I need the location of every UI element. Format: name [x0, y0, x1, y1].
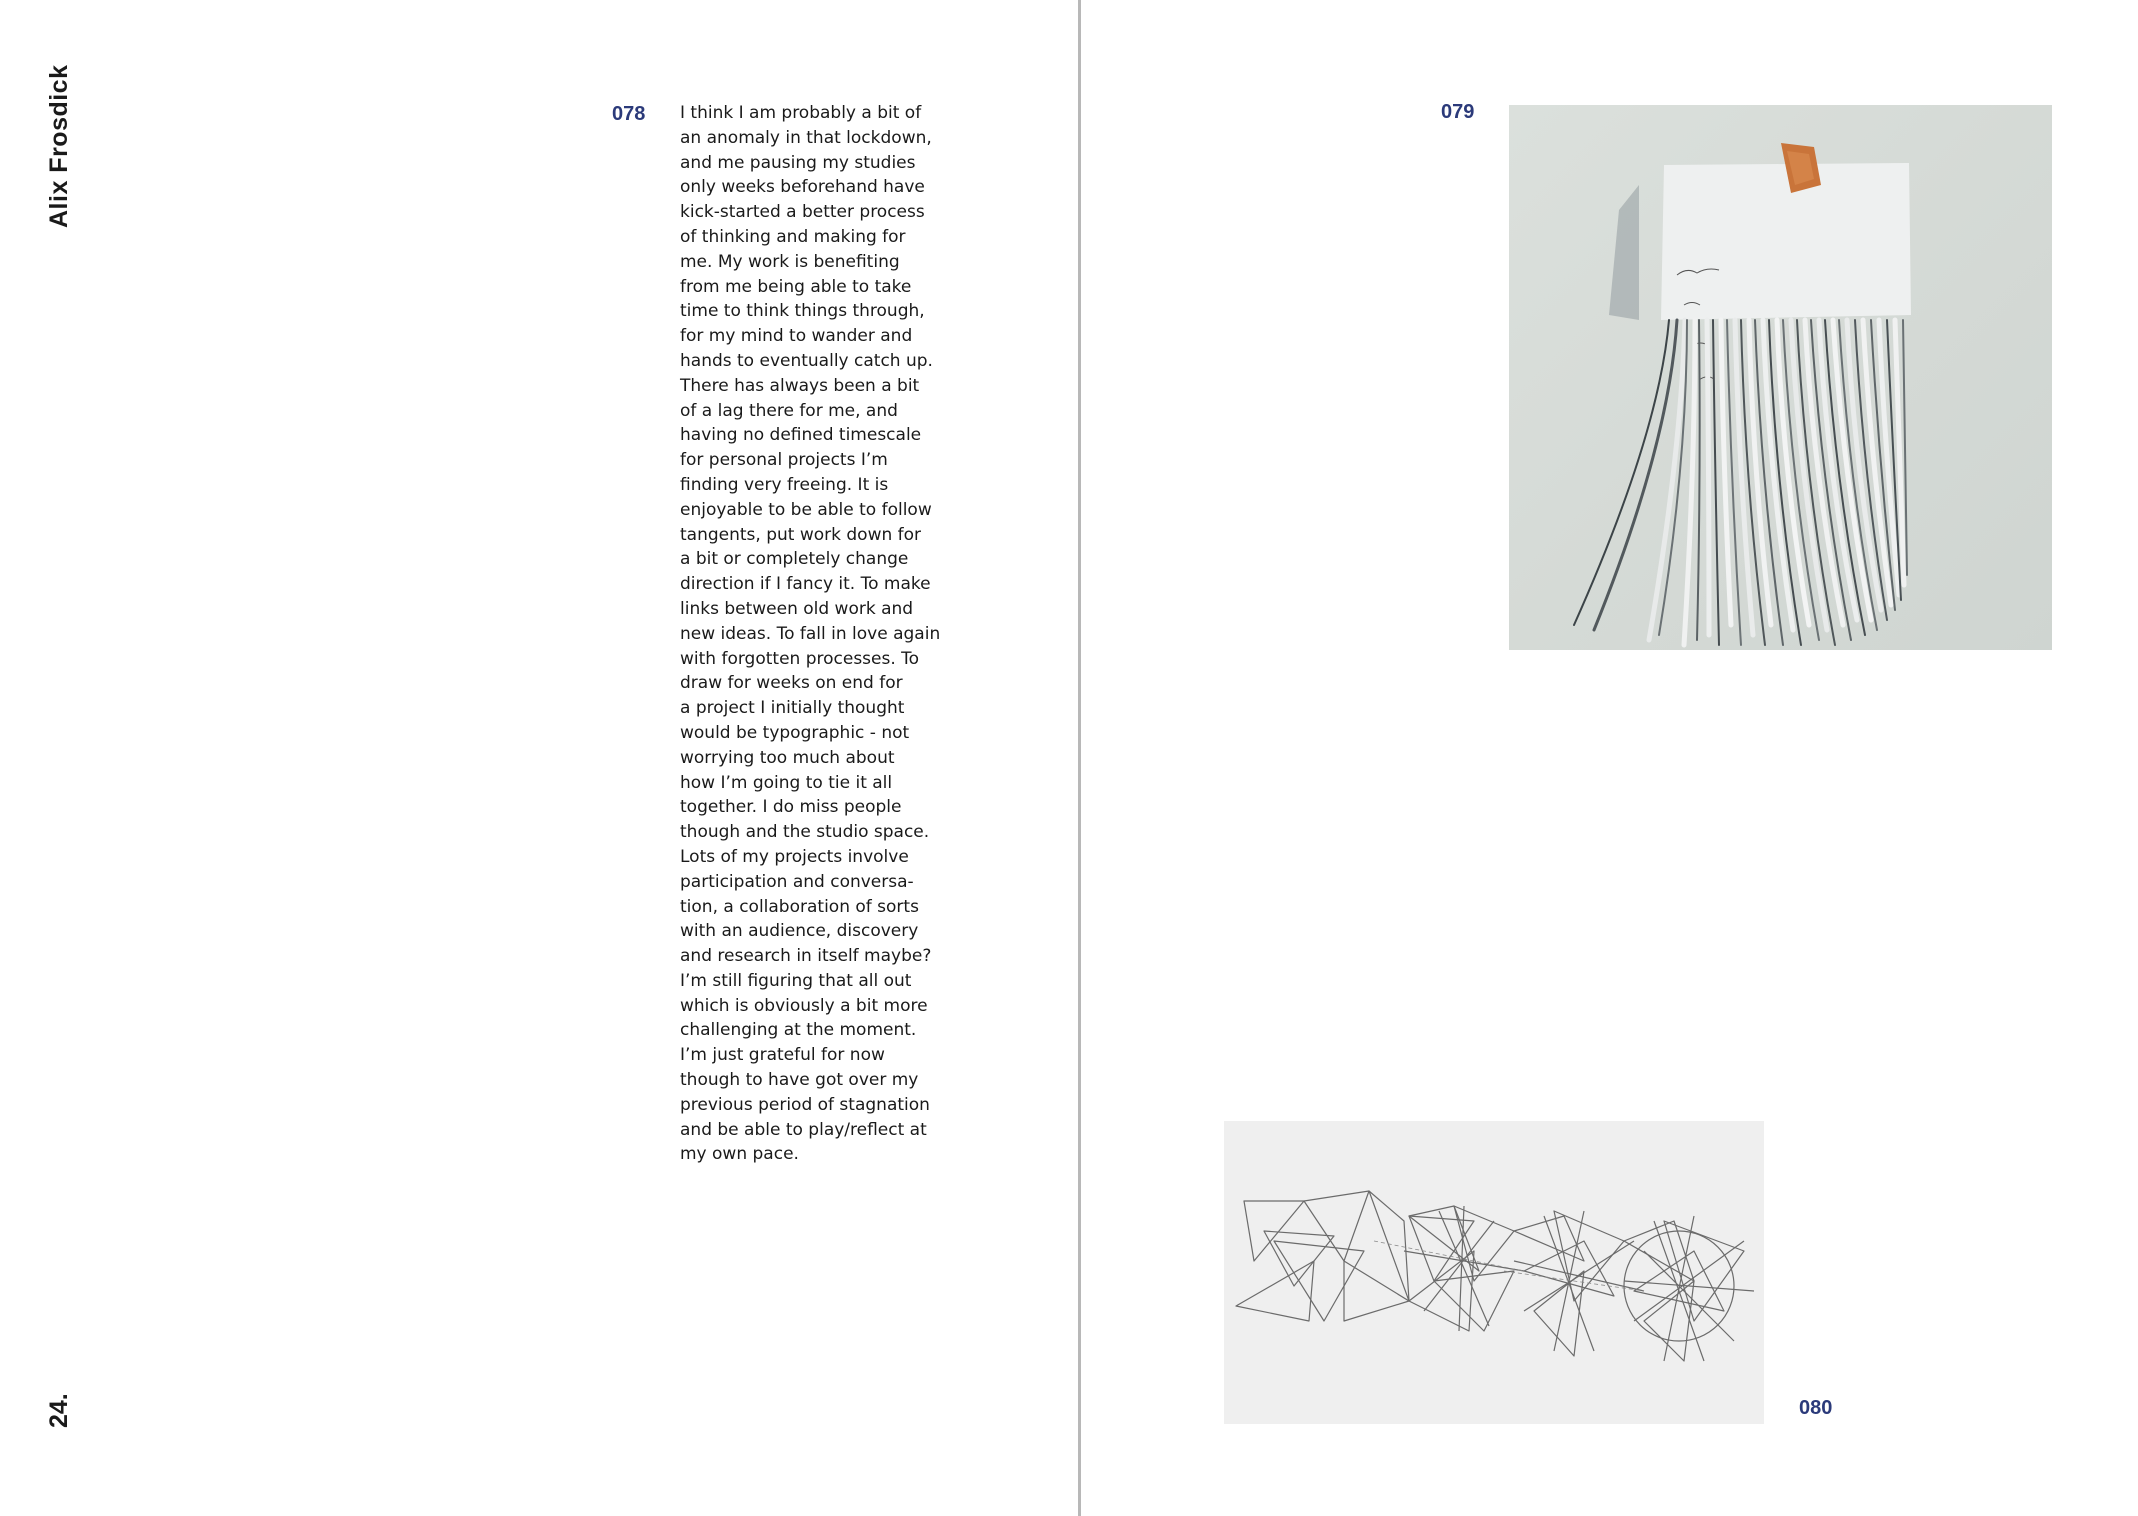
author-name: Alix Frosdick [45, 64, 73, 228]
body-line: Lots of my projects involve [680, 846, 909, 867]
body-line: would be typographic - not [680, 722, 910, 743]
body-line: tion, a collaboration of sorts [680, 896, 919, 917]
body-line: time to think things through, [680, 301, 925, 322]
body-line: direction if I fancy it. To make [680, 574, 931, 595]
body-line: previous period of stagnation [680, 1094, 930, 1115]
body-line: challenging at the moment. [680, 1020, 917, 1041]
page-number: 24. [45, 1393, 73, 1428]
body-line: a project I initially thought [680, 698, 905, 719]
body-line: though to have got over my [680, 1070, 919, 1091]
body-line: and be able to play/reflect at [680, 1119, 927, 1140]
body-line: my own pace. [680, 1144, 799, 1165]
body-line: tangents, put work down for [680, 524, 922, 545]
body-line: of thinking and making for [680, 226, 906, 247]
body-line: which is obviously a bit more [680, 995, 928, 1016]
body-line: There has always been a bit [680, 375, 920, 396]
body-line: only weeks beforehand have [680, 177, 925, 198]
body-line: links between old work and [680, 598, 914, 619]
body-line: enjoyable to be able to follow [680, 499, 932, 520]
body-text [680, 101, 944, 1167]
body-line: me. My work is benefiting [680, 251, 900, 272]
wire-polyhedra-photo [1224, 1121, 1764, 1424]
body-line: a bit or completely change [680, 549, 909, 570]
body-line: for personal projects I’m [680, 450, 888, 471]
body-line: I’m still figuring that all out [680, 970, 912, 991]
body-line: of a lag there for me, and [680, 400, 898, 421]
body-line: from me being able to take [680, 276, 912, 297]
spine-divider [1078, 0, 1081, 1516]
body-line: how I’m going to tie it all [680, 772, 893, 793]
body-line: participation and conversa- [680, 871, 914, 892]
body-line: finding very freeing. It is [680, 474, 889, 495]
body-line: kick-started a better process [680, 202, 925, 223]
body-line: new ideas. To fall in love again [680, 623, 941, 644]
body-line: for my mind to wander and [680, 326, 913, 347]
body-line: I think I am probably a bit of [680, 103, 922, 123]
body-line: worrying too much about [680, 747, 895, 768]
body-line: having no defined timescale [680, 425, 922, 446]
figure-number-079: 079 [1441, 101, 1475, 123]
figure-number-078: 078 [612, 103, 646, 125]
body-line: an anomaly in that lockdown, [680, 127, 932, 148]
fringe-paper-photo [1509, 105, 2052, 650]
figure-number-080: 080 [1799, 1397, 1833, 1419]
body-line: together. I do miss people [680, 797, 902, 818]
body-line: draw for weeks on end for [680, 673, 903, 694]
body-line: I’m just grateful for now [680, 1045, 885, 1066]
body-line: hands to eventually catch up. [680, 350, 933, 371]
body-line: and me pausing my studies [680, 152, 916, 173]
body-line: and research in itself maybe? [680, 946, 932, 967]
body-line: with an audience, discovery [680, 921, 919, 942]
body-line: though and the studio space. [680, 822, 930, 843]
body-line: with forgotten processes. To [680, 648, 920, 669]
